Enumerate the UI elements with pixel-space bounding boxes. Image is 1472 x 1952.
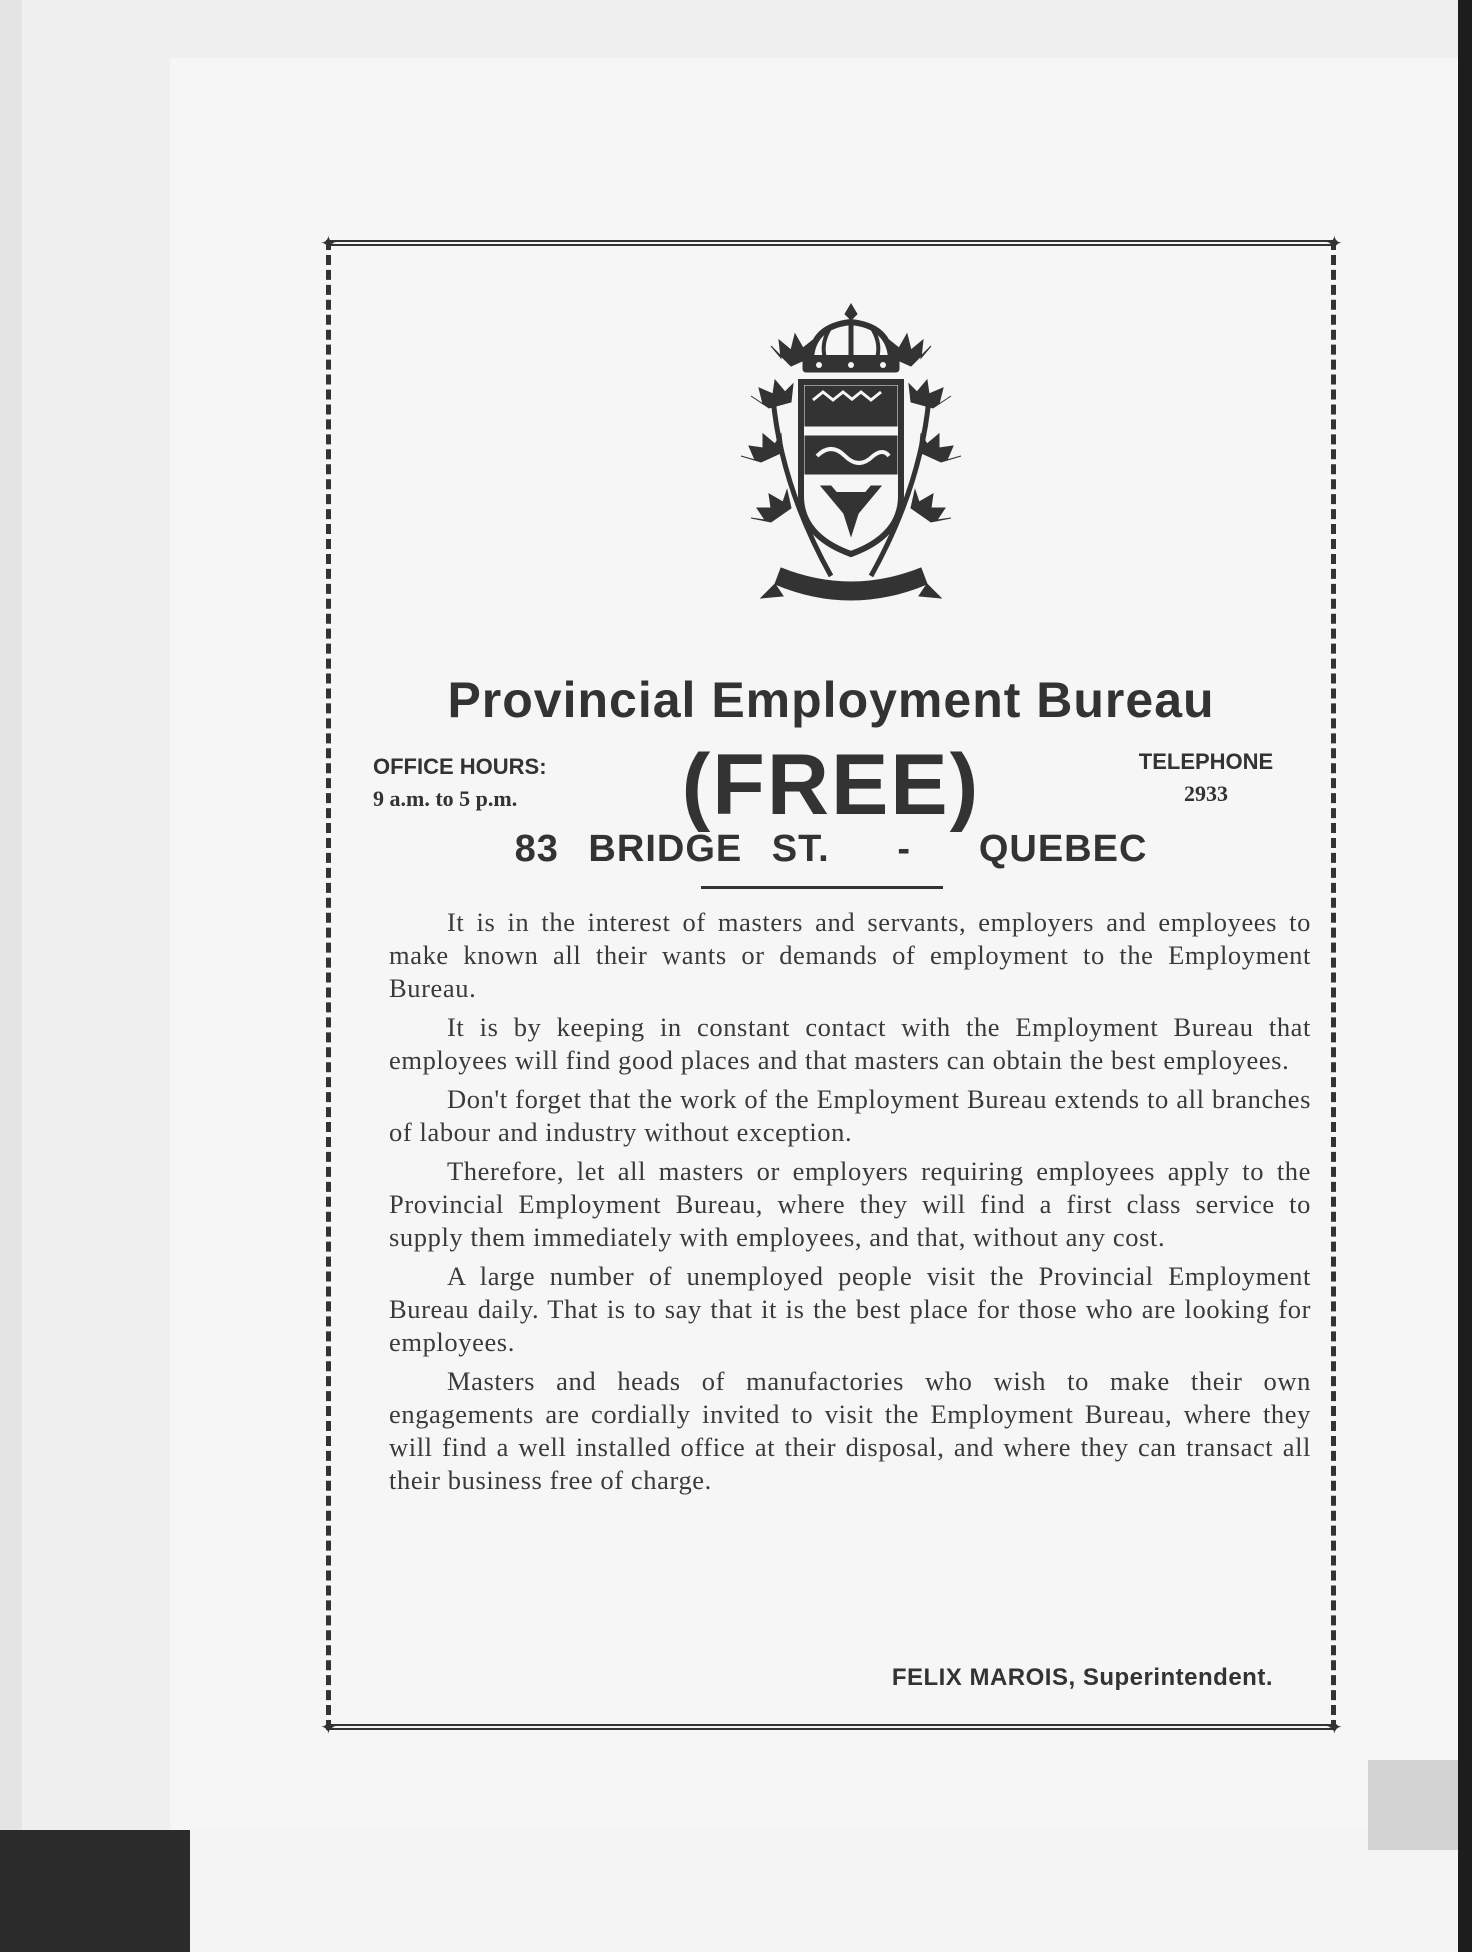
telephone-number: 2933 xyxy=(1184,781,1228,806)
advertisement-frame xyxy=(320,231,1343,1739)
page-bottom xyxy=(190,1830,1472,1952)
telephone-label: TELEPHONE xyxy=(1138,749,1274,774)
address-street: 83 BRIDGE ST. xyxy=(514,828,830,870)
corner-ornament-icon: ✦ xyxy=(1326,231,1343,255)
scan-right-edge xyxy=(1458,0,1472,1952)
paragraph: It is by keeping in constant contact with the Employment Bureau that employees will find good places and that masters can obtain the best employees. xyxy=(389,1012,1311,1075)
scan-shadow xyxy=(1368,1760,1458,1850)
body-text xyxy=(389,906,1311,1503)
divider-rule xyxy=(701,886,943,889)
office-hours-label: OFFICE HOURS: xyxy=(373,754,547,779)
paragraph: Masters and heads of manufactories who wish to make their own engagements are cordially invited to visit the Employment Bureau, where they will find a well installed office at their disposal, and where they can transact all their business free of charge. xyxy=(389,1366,1311,1495)
corner-ornament-icon: ✦ xyxy=(1326,1715,1343,1739)
signature: FELIX MAROIS, Superintendent. xyxy=(891,1664,1273,1691)
corner-ornament-icon: ✦ xyxy=(320,231,337,255)
address-separator: - xyxy=(897,828,912,870)
office-hours-value: 9 a.m. to 5 p.m. xyxy=(373,786,518,811)
paragraph: Therefore, let all masters or employers requiring employees apply to the Provincial Employment Bureau, where they will find a first class service to supply them immediately with employees, and that, without any cost. xyxy=(389,1156,1311,1252)
corner-ornament-icon: ✦ xyxy=(320,1715,337,1739)
paragraph: A large number of unemployed people visit the Provincial Employment Bureau daily. That is to say that it is the best place for those who are looking for employees. xyxy=(389,1261,1311,1357)
free-heading: (FREE) xyxy=(681,737,981,833)
paragraph: It is in the interest of masters and servants, employers and employees to make known all their wants or demands of employment to the Employment Bureau. xyxy=(389,907,1311,1003)
address-city: QUEBEC xyxy=(978,828,1148,870)
page-title: Provincial Employment Bureau xyxy=(447,672,1215,728)
address-line xyxy=(331,828,1331,871)
coat-of-arms-icon xyxy=(701,286,1001,626)
paragraph: Don't forget that the work of the Employment Bureau extends to all branches of labour and industry without exception. xyxy=(389,1084,1311,1147)
